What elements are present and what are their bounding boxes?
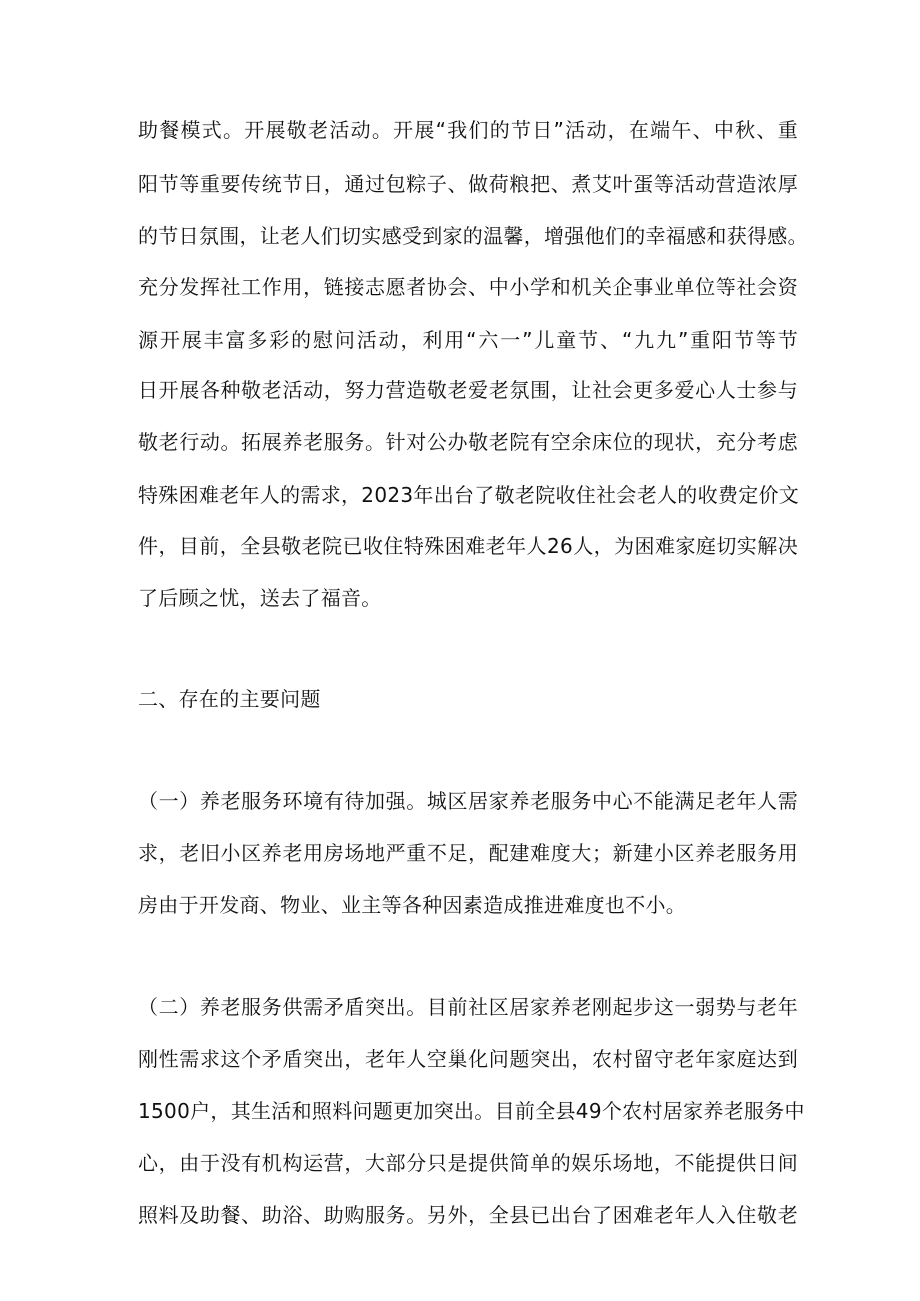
paragraph-1-line-6: 日开展各种敬老活动，努力营造敬老爱老氛围，让社会更多爱心人士参与 xyxy=(138,378,798,402)
section-heading: 二、存在的主要问题 xyxy=(138,687,321,711)
paragraph-3-line-1: （二）养老服务供需矛盾突出。目前社区居家养老刚起步这一弱势与老年 xyxy=(138,995,798,1019)
paragraph-1-line-7: 敬老行动。拓展养老服务。针对公办敬老院有空余床位的现状，充分考虑 xyxy=(138,430,798,454)
paragraph-3-line-4: 心，由于没有机构运营，大部分只是提供简单的娱乐场地，不能提供日间 xyxy=(138,1151,798,1175)
paragraph-2-line-2: 求，老旧小区养老用房场地严重不足，配建难度大；新建小区养老服务用 xyxy=(138,841,798,865)
paragraph-1-line-10: 了后顾之忧，送去了福音。 xyxy=(138,586,382,610)
paragraph-3-line-5: 照料及助餐、助浴、助购服务。另外，全县已出台了困难老年人入住敬老 xyxy=(138,1203,798,1227)
paragraph-1-line-2: 阳节等重要传统节日，通过包粽子、做荷粮把、煮艾叶蛋等活动营造浓厚 xyxy=(138,172,798,196)
paragraph-3-line-3: 1500户，其生活和照料问题更加突出。目前全县49个农村居家养老服务中 xyxy=(138,1099,805,1123)
paragraph-1-line-1: 助餐模式。开展敬老活动。开展“我们的节日”活动，在端午、中秋、重 xyxy=(138,118,798,142)
paragraph-1-line-5: 源开展丰富多彩的慰问活动，利用“六一”儿童节、“九九”重阳节等节 xyxy=(138,328,798,352)
paragraph-2-line-3: 房由于开发商、物业、业主等各种因素造成推进难度也不小。 xyxy=(138,893,687,917)
paragraph-1-line-4: 充分发挥社工作用，链接志愿者协会、中小学和机关企事业单位等社会资 xyxy=(138,275,798,299)
paragraph-1-line-9: 件，目前，全县敬老院已收住特殊困难老年人26人，为困难家庭切实解决 xyxy=(138,534,798,558)
paragraph-1-line-8: 特殊困难老年人的需求，2023年出台了敬老院收住社会老人的收费定价文 xyxy=(138,483,800,507)
paragraph-2-line-1: （一）养老服务环境有待加强。城区居家养老服务中心不能满足老年人需 xyxy=(138,789,798,813)
paragraph-1-line-3: 的节日氛围，让老人们切实感受到家的温馨，增强他们的幸福感和获得感。 xyxy=(138,224,808,248)
paragraph-3-line-2: 刚性需求这个矛盾突出，老年人空巢化问题突出，农村留守老年家庭达到 xyxy=(138,1047,798,1071)
